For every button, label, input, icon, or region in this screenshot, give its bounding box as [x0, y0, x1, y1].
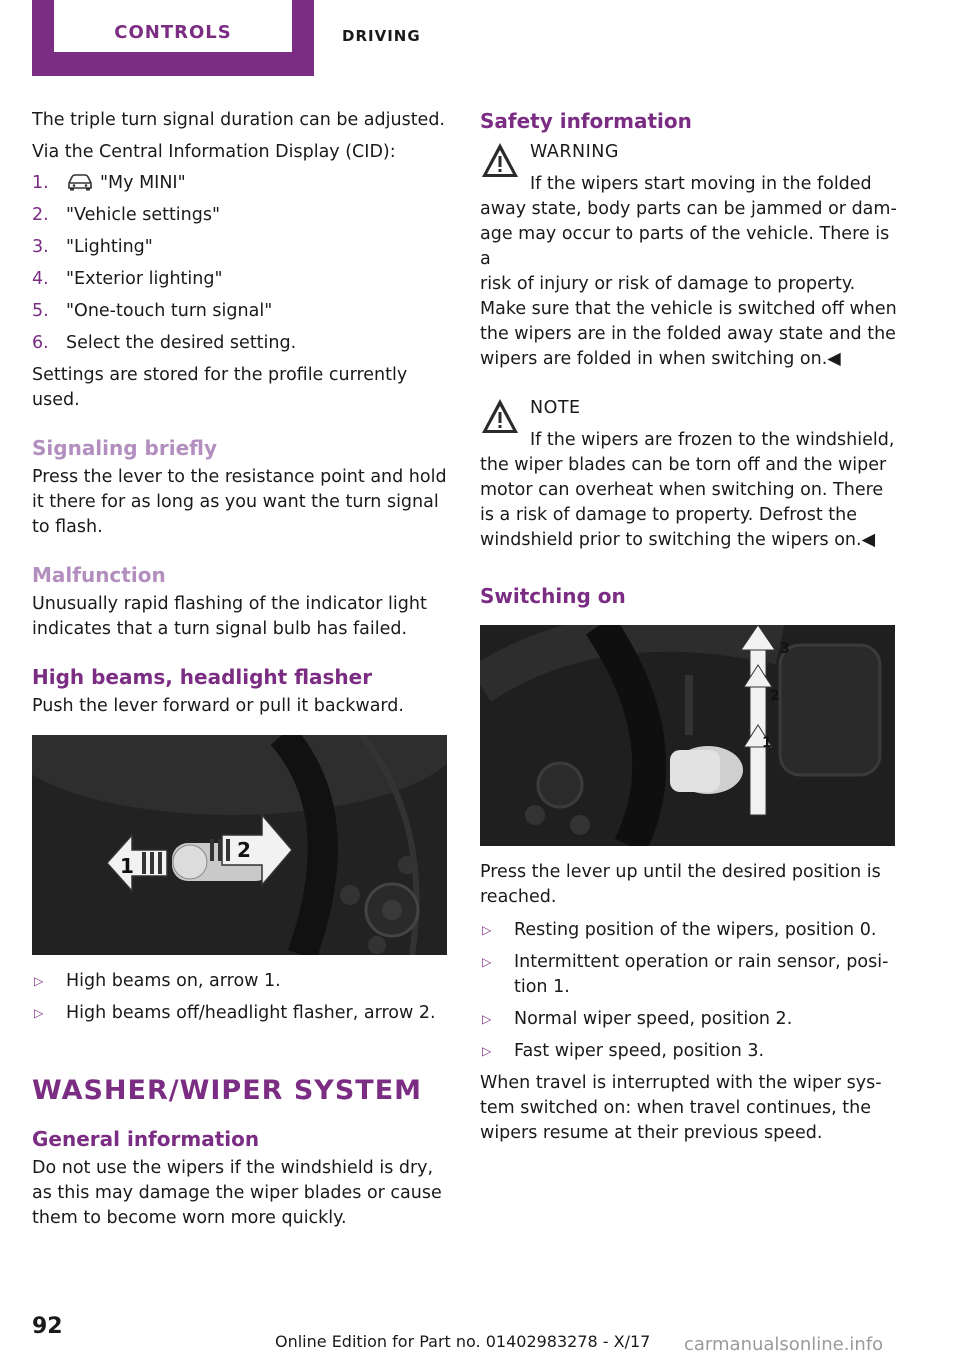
bullet-icon: ▷: [482, 923, 492, 937]
wiper-position-list: [480, 918, 898, 1064]
step-number: 4.: [32, 269, 49, 289]
heading-malfunction: Malfunction: [32, 563, 166, 587]
fig2-label-0: 0: [754, 775, 764, 791]
warning-box: [480, 140, 898, 372]
bullet-icon: ▷: [482, 955, 492, 969]
list-item-text: Resting position of the wipers, position 0.: [514, 920, 877, 940]
signal-text-1: Press the lever to the resistance point and hold: [32, 467, 447, 487]
end-text-3: wipers resume at their previous speed.: [480, 1123, 823, 1143]
step-text: Select the desired setting.: [66, 333, 297, 353]
end-text-2: tem switched on: when travel continues, the: [480, 1098, 872, 1118]
list-item-text: Fast wiper speed, position 3.: [514, 1041, 765, 1061]
note-line: motor can overheat when switching on. There: [480, 480, 884, 500]
step-number: 5.: [32, 301, 49, 321]
step-text: "One-touch turn signal": [66, 301, 273, 321]
warning-icon: [480, 396, 520, 436]
warning-line: age may occur to parts of the vehicle. There is a: [480, 224, 890, 269]
switch-text-2: reached.: [480, 887, 557, 907]
signal-text-2: it there for as long as you want the turn signal: [32, 492, 439, 512]
intro-text: The triple turn signal duration can be adjusted.: [32, 110, 445, 130]
step-item: [32, 171, 452, 196]
figure-wiper-lever: [480, 625, 895, 846]
cid-steps: [32, 171, 452, 356]
warning-icon: [480, 140, 520, 180]
list-item-text: High beams on, arrow 1.: [66, 971, 281, 991]
heading-safety: Safety information: [480, 109, 692, 133]
heading-general-info: General information: [32, 1127, 260, 1151]
fig1-arrow1-label: 1: [120, 854, 134, 878]
general-text-1: Do not use the wipers if the windshield is dry,: [32, 1158, 434, 1178]
step-item: [32, 299, 452, 324]
tab-controls-label: CONTROLS: [114, 22, 232, 43]
bullet-icon: ▷: [482, 1012, 492, 1026]
step-text: "Vehicle settings": [66, 205, 221, 225]
general-text-3: them to become worn more quickly.: [32, 1208, 347, 1228]
list-item: [32, 969, 452, 994]
note-box: [480, 396, 898, 553]
heading-switching-on: Switching on: [480, 584, 626, 608]
bullet-icon: ▷: [482, 1044, 492, 1058]
malf-text-2: indicates that a turn signal bulb has failed.: [32, 619, 408, 639]
step-text: "Lighting": [66, 237, 153, 257]
fig1-arrow2-label: 2: [237, 838, 251, 862]
signal-text-3: to flash.: [32, 517, 103, 537]
list-item-text: tion 1.: [514, 977, 570, 997]
tab-controls[interactable]: [32, 0, 314, 76]
warning-line: wipers are folded in when switching on.◀: [480, 349, 841, 369]
step-number: 6.: [32, 333, 49, 353]
step-item: [32, 331, 452, 356]
note-line: If the wipers are frozen to the windshield,: [530, 430, 895, 450]
heading-signaling: Signaling briefly: [32, 436, 217, 460]
step-number: 2.: [32, 205, 49, 225]
warning-line: risk of injury or risk of damage to property.: [480, 274, 856, 294]
note-line: windshield prior to switching the wipers on.◀: [480, 530, 876, 550]
heading-high-beams: High beams, headlight flasher: [32, 665, 373, 689]
list-item: [480, 918, 898, 943]
step-item: [32, 235, 452, 260]
list-item: [480, 1007, 898, 1032]
list-item: [480, 950, 898, 1000]
watermark: carmanualsonline.info: [684, 1334, 884, 1355]
list-item-text: Normal wiper speed, position 2.: [514, 1009, 793, 1029]
note-title: NOTE: [530, 398, 581, 418]
list-item: [32, 1001, 452, 1026]
warning-line: If the wipers start moving in the folded: [530, 174, 872, 194]
step-item: [32, 203, 452, 228]
warning-title: WARNING: [530, 142, 619, 162]
cid-text: Via the Central Information Display (CID):: [32, 142, 396, 162]
settings-text-1: Settings are stored for the profile currently: [32, 365, 408, 385]
right-column: [480, 108, 898, 1146]
left-column: [32, 108, 452, 1231]
heading-washer-wiper: WASHER/WIPER SYSTEM: [32, 1075, 423, 1106]
list-item-text: Intermittent operation or rain sensor, posi‐: [514, 952, 889, 972]
list-item-text: High beams off/headlight flasher, arrow 2.: [66, 1003, 436, 1023]
note-line: is a risk of damage to property. Defrost the: [480, 505, 858, 525]
fig2-label-2: 2: [770, 688, 780, 704]
high-text: Push the lever forward or pull it backward.: [32, 696, 404, 716]
bullet-icon: ▷: [34, 974, 44, 988]
step-number: 3.: [32, 237, 49, 257]
warning-line: Make sure that the vehicle is switched off when: [480, 299, 897, 319]
end-text-1: When travel is interrupted with the wiper sys‐: [480, 1073, 882, 1093]
header-tabs: [32, 0, 432, 76]
list-item: [480, 1039, 898, 1064]
page-number: 92: [32, 1314, 63, 1339]
step-text: "My MINI": [100, 173, 186, 193]
car-icon: [66, 173, 94, 191]
figure-high-beam-lever: [32, 735, 447, 955]
bullet-icon: ▷: [34, 1006, 44, 1020]
tab-driving[interactable]: DRIVING: [342, 27, 421, 45]
settings-text-2: used.: [32, 390, 80, 410]
warning-line: away state, body parts can be jammed or dam‐: [480, 199, 897, 219]
switch-text-1: Press the lever up until the desired position is: [480, 862, 881, 882]
fig2-label-3: 3: [780, 641, 790, 657]
fig2-label-1: 1: [762, 735, 772, 751]
note-line: the wiper blades can be torn off and the wiper: [480, 455, 887, 475]
malf-text-1: Unusually rapid flashing of the indicator light: [32, 594, 427, 614]
step-number: 1.: [32, 173, 49, 193]
edition-footer: Online Edition for Part no. 01402983278 - X/17: [275, 1332, 651, 1351]
step-item: [32, 267, 452, 292]
warning-line: the wipers are in the folded away state and the: [480, 324, 896, 344]
high-beam-list: [32, 969, 452, 1026]
general-text-2: as this may damage the wiper blades or cause: [32, 1183, 442, 1203]
step-text: "Exterior lighting": [66, 269, 223, 289]
